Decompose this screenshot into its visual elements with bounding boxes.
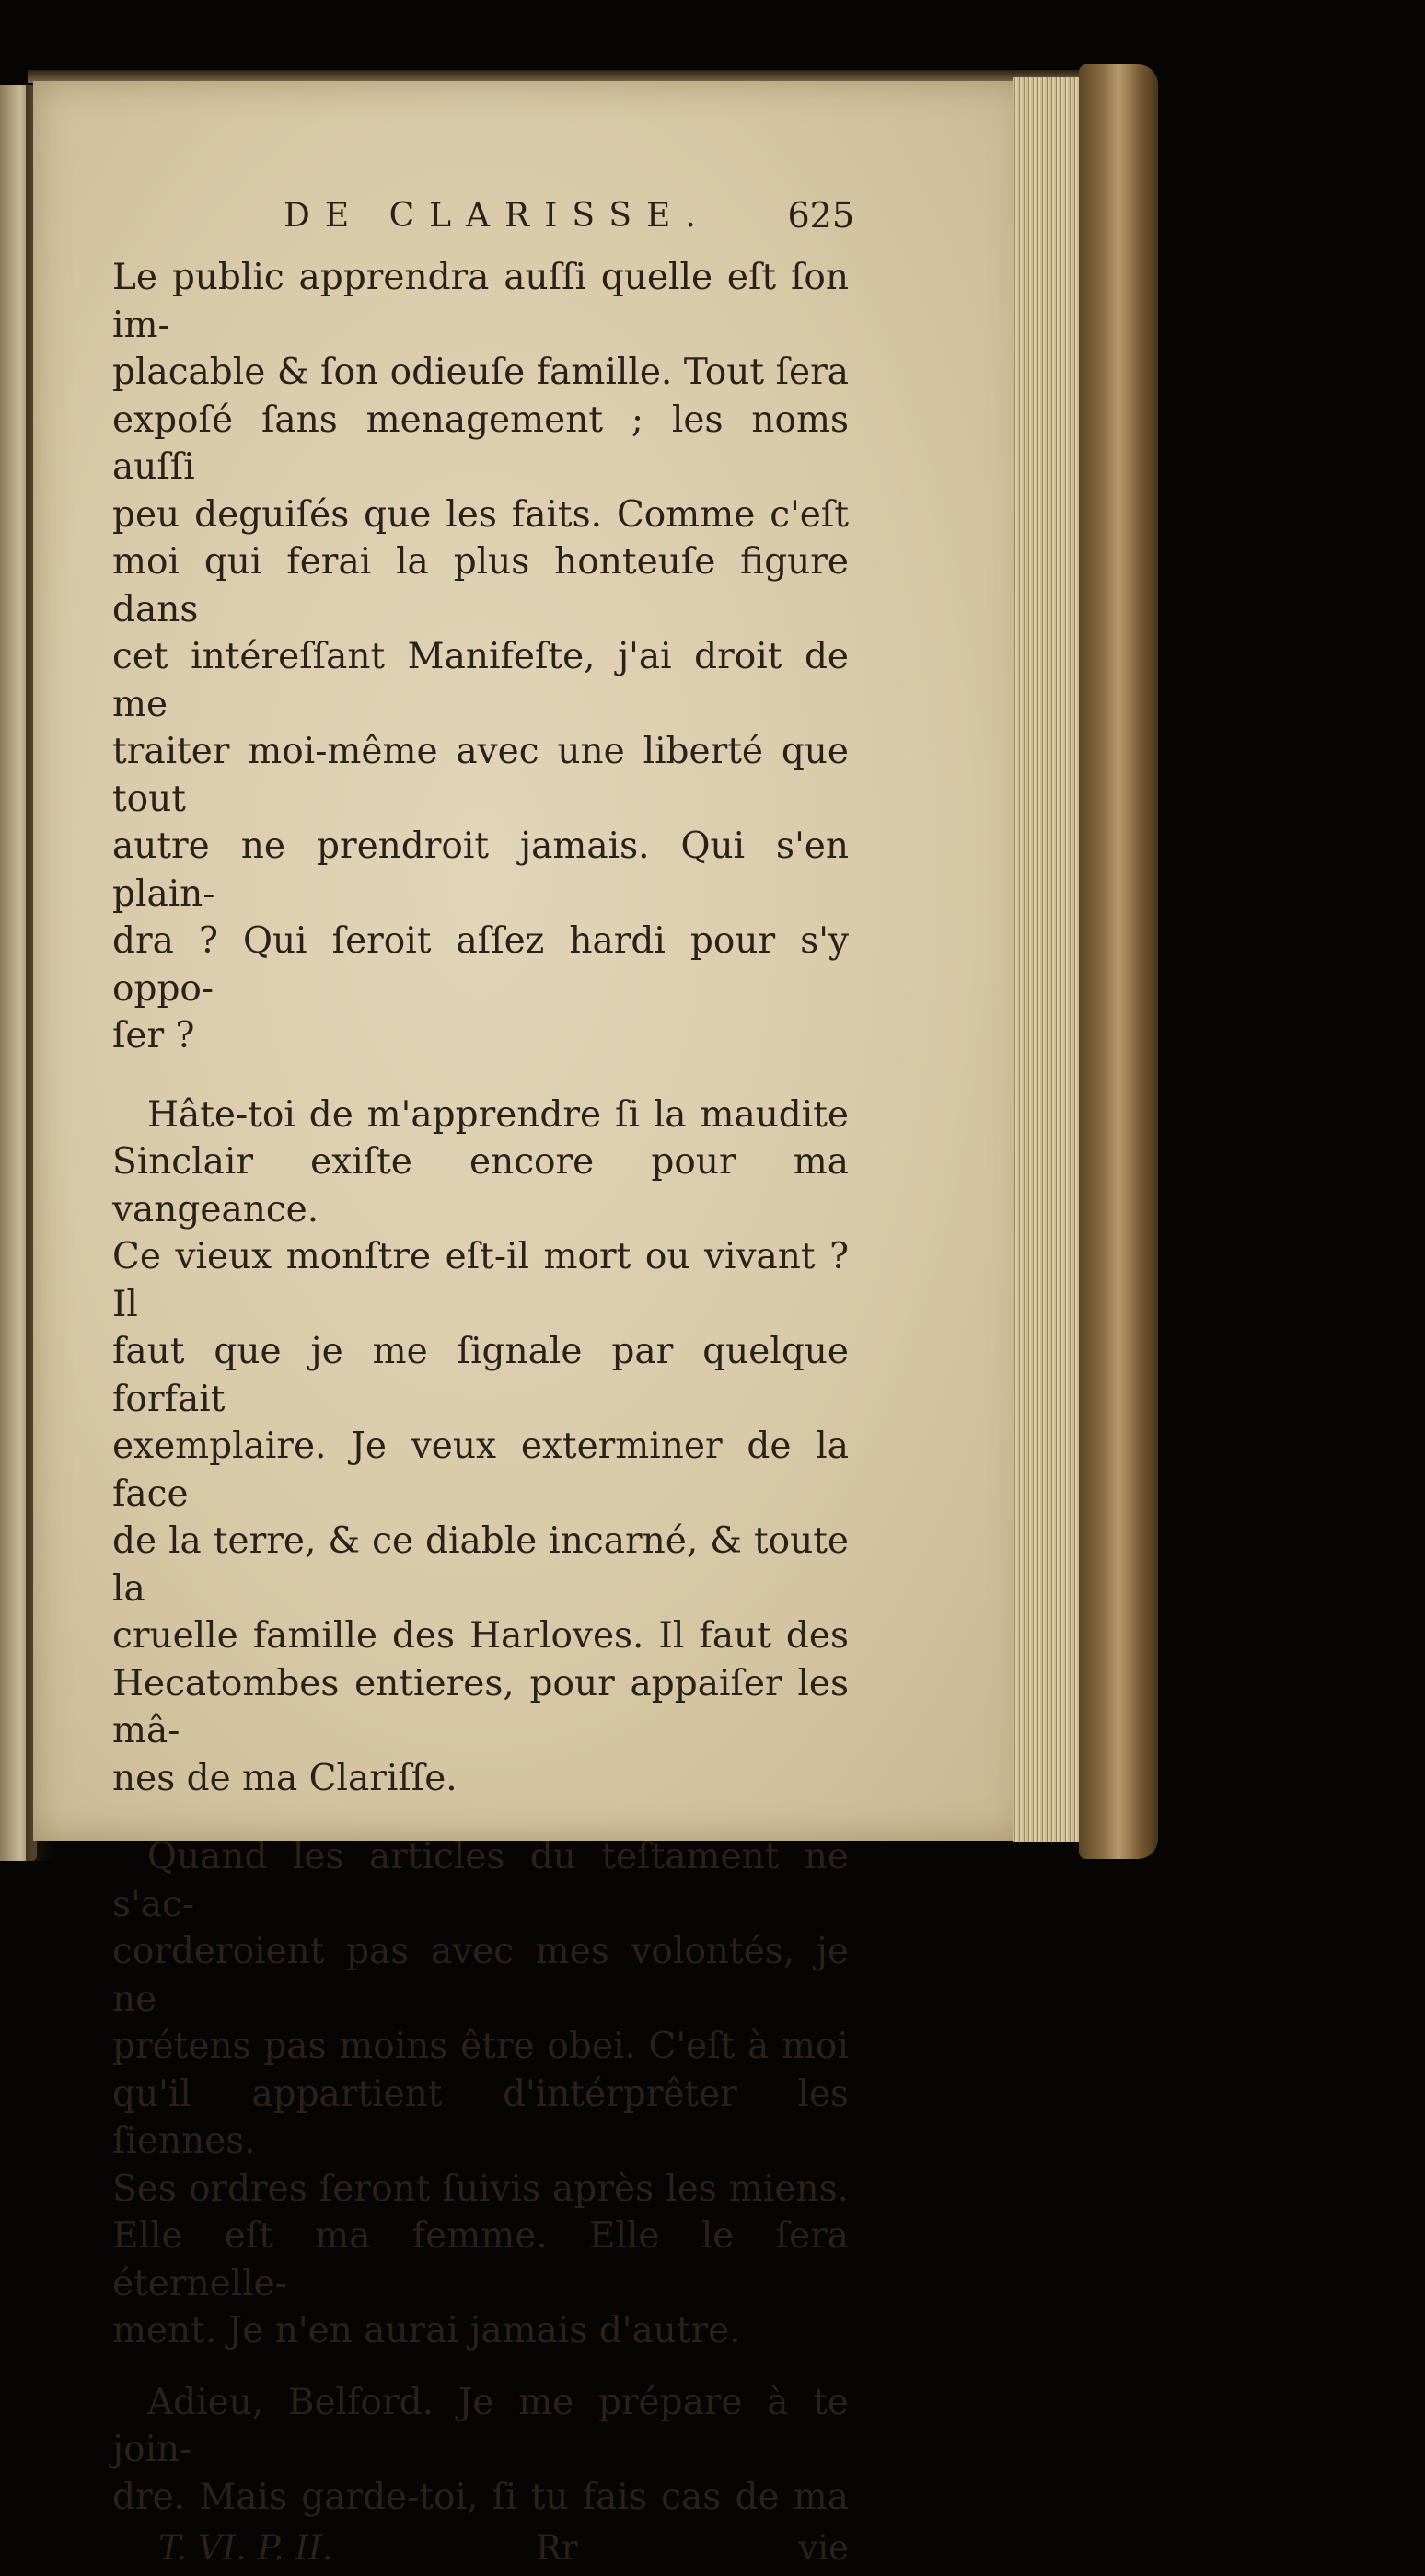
page-fore-edge: [1013, 77, 1086, 1842]
signature-mark: T. VI. P. II.: [158, 2528, 333, 2568]
catchword: vie: [798, 2528, 849, 2568]
text-line: Ce vieux monſtre eſt-il mort ou vivant ? Il: [112, 1236, 849, 1325]
text-line: faut que je me ſignale par quelque forfait: [112, 1331, 849, 1420]
text-line: Hecatombes entieres, pour appaiſer les mâ-: [112, 1662, 849, 1751]
gathering-mark: Rr: [536, 2528, 578, 2568]
text-line: Sinclair exiſte encore pour ma vangeance.: [112, 1141, 849, 1230]
text-line: Hâte-toi de m'apprendre ſi la maudite: [147, 1093, 849, 1136]
text-line: dra ? Qui ſeroit aſſez hardi pour s'y oppo-: [112, 920, 849, 1010]
text-line: de la terre, & ce diable incarné, & toute la: [112, 1520, 849, 1610]
running-head-title: DE CLARISSE.: [284, 197, 711, 235]
paragraph-4: [112, 2379, 849, 2522]
text-line: cet intéreſſant Manifeſte, j'ai droit de me: [112, 636, 849, 725]
text-line: ment. Je n'en aurai jamais d'autre.: [112, 2310, 741, 2351]
paragraph-3: [112, 1833, 849, 2355]
page-text-block: [112, 180, 854, 2576]
text-line: moi qui ferai la plus honteuſe figure dans: [112, 541, 849, 630]
page-footer: [112, 2524, 849, 2576]
text-line: traiter moi-même avec une liberté que tout: [112, 731, 849, 820]
paragraph-2: [112, 1092, 849, 1803]
text-line: corderoient pas avec mes volontés, je ne: [112, 1931, 849, 2020]
text-line: Quand les articles du teſtament ne s'ac-: [112, 1836, 849, 1925]
text-line: exemplaire. Je veux exterminer de la face: [112, 1426, 849, 1515]
running-head: [112, 180, 854, 254]
text-line: Le public apprendra auſſi quelle eſt ſon im-: [112, 257, 849, 346]
page-number: 625: [787, 195, 854, 236]
text-line: prétens pas moins être obei. C'eſt à moi: [112, 2026, 849, 2067]
leather-binding: [1079, 64, 1158, 1859]
text-line: Elle eſt ma femme. Elle le ſera éternelle-: [112, 2215, 849, 2305]
text-line: Adieu, Belford. Je me prépare à te join-: [112, 2381, 849, 2470]
text-line: qu'il appartient d'intérprêter les ſiennes.: [112, 2073, 849, 2162]
text-line: ſer ?: [112, 1015, 195, 1057]
paragraph-1: [112, 254, 849, 1060]
text-line: expoſé ſans menagement ; les noms auſſi: [112, 399, 849, 488]
text-line: dre. Mais garde-toi, ſi tu fais cas de ma: [112, 2476, 849, 2518]
text-line: autre ne prendroit jamais. Qui s'en plain-: [112, 826, 849, 915]
text-line: nes de ma Clariſſe.: [112, 1757, 458, 1799]
text-line: placable & ſon odieuſe famille. Tout ſera: [112, 352, 849, 393]
text-line: cruelle famille des Harloves. Il faut des: [112, 1615, 849, 1657]
text-line: peu deguiſés que les faits. Comme c'eſt: [112, 493, 849, 536]
text-line: Ses ordres ſeront ſuivis après les miens.: [112, 2167, 849, 2210]
